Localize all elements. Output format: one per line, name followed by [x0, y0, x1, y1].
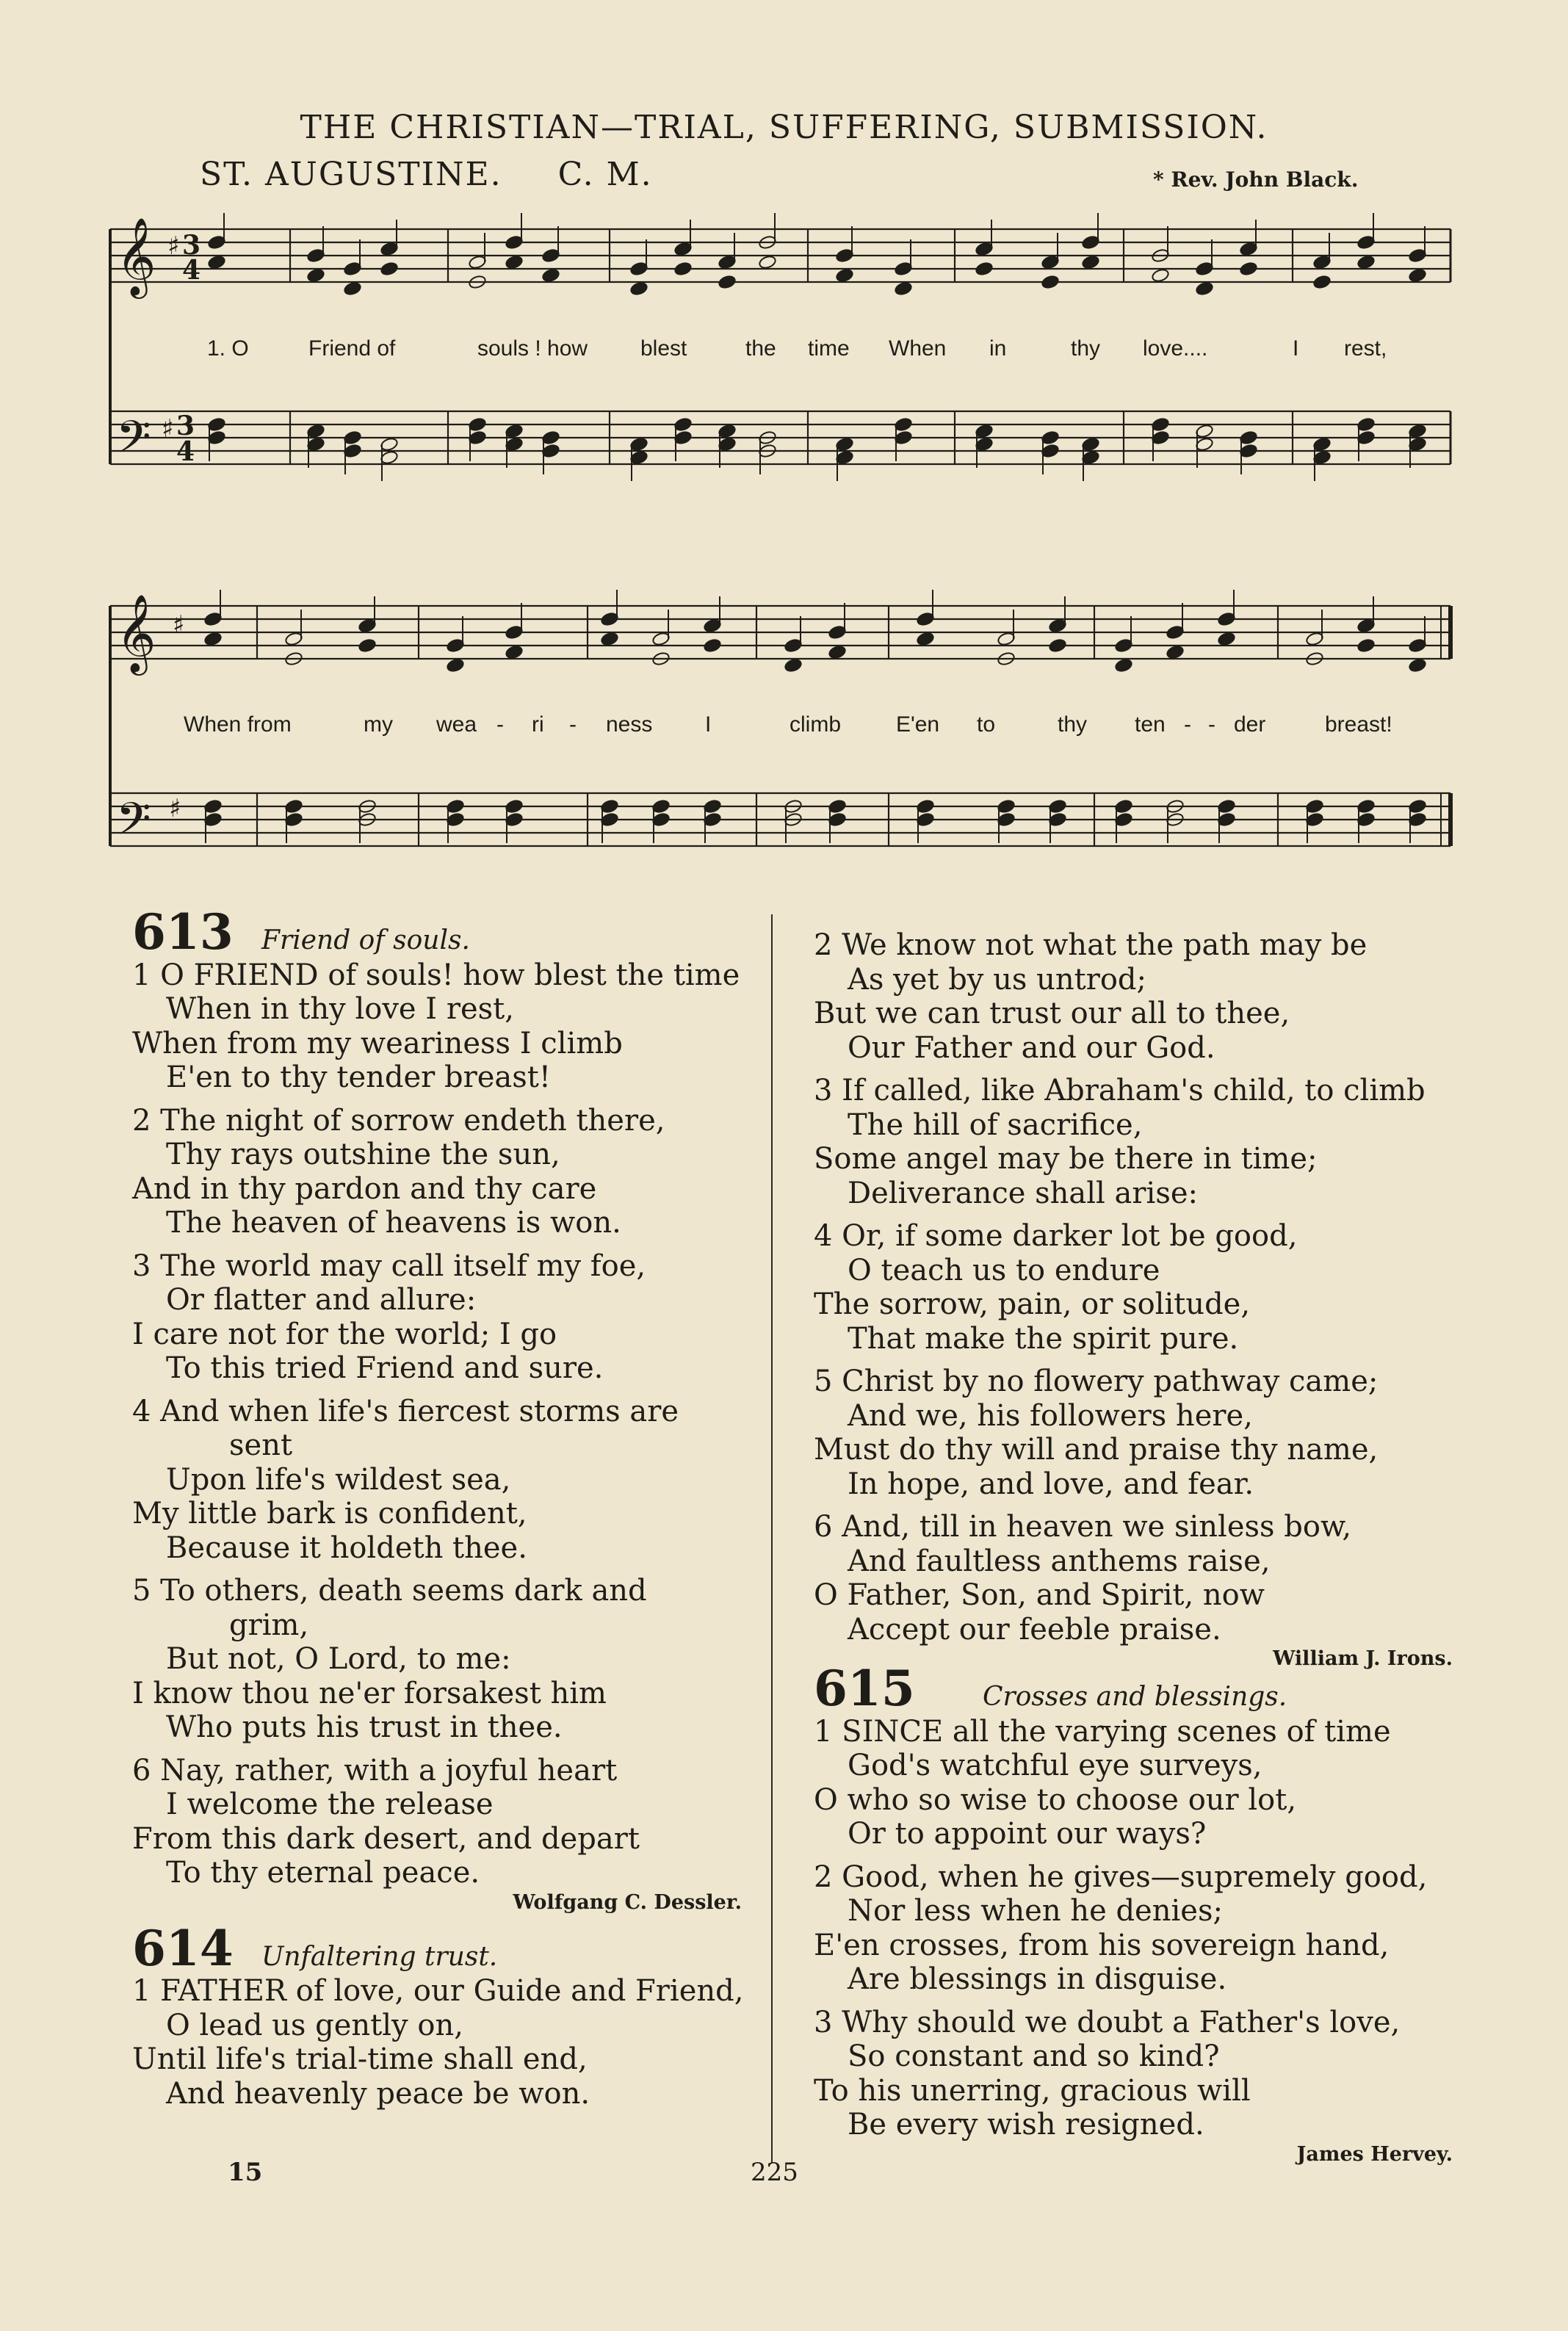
- hymn-615-header: [814, 1660, 1475, 1717]
- lyric-syllable: I: [1293, 336, 1299, 361]
- lyric-syllable: my: [364, 712, 393, 737]
- verse-line: That make the spirit pure.: [848, 1321, 1239, 1356]
- stanza-gap: [132, 1240, 764, 1249]
- notehead: [703, 638, 721, 654]
- verse-line: So constant and so kind?: [848, 2039, 1220, 2073]
- notehead: [673, 417, 692, 433]
- notehead: [1195, 424, 1213, 439]
- composer-credit: * Rev. John Black.: [1153, 167, 1359, 192]
- verse-line: My little bark is confident,: [132, 1497, 527, 1530]
- stanza-gap: [132, 1095, 764, 1104]
- verse-line: 2 Good, when he gives—supremely good,: [814, 1860, 1428, 1894]
- notehead: [828, 625, 846, 640]
- svg-text:♯: ♯: [167, 231, 180, 261]
- hymn-613-text: [132, 958, 764, 1890]
- lyric-syllable: I: [705, 712, 712, 737]
- verse-line: God's watchful eye surveys,: [848, 1749, 1262, 1782]
- verse-line: Must do thy will and praise thy name,: [814, 1433, 1379, 1467]
- notehead: [1048, 799, 1066, 814]
- notehead: [703, 618, 721, 634]
- notehead: [1041, 430, 1059, 446]
- stanza-gap: [814, 1210, 1475, 1219]
- verse-line: Or flatter and allure:: [166, 1283, 477, 1317]
- stanza-gap: [814, 1851, 1475, 1860]
- notehead: [207, 255, 225, 270]
- right-column: [814, 928, 1475, 2167]
- notehead: [600, 799, 618, 814]
- verse-line: O lead us gently on,: [166, 2008, 463, 2042]
- tune-meter: C. M.: [557, 156, 653, 193]
- notehead: [1356, 255, 1375, 270]
- lyric-syllable: 1. O: [207, 336, 249, 361]
- notehead: [505, 255, 523, 270]
- notehead: [207, 417, 225, 433]
- verse-line: But not, O Lord, to me:: [166, 1642, 511, 1676]
- lyric-syllable: -: [569, 712, 577, 737]
- notehead: [1081, 437, 1099, 452]
- notehead: [1217, 799, 1235, 814]
- hymn-number: 615: [814, 1660, 915, 1717]
- notehead: [207, 430, 225, 446]
- left-column: [132, 903, 764, 2111]
- notehead: [1081, 255, 1099, 270]
- lyric-syllable: ri: [532, 712, 544, 737]
- lyric-syllable: love....: [1143, 336, 1208, 361]
- verse-line: O teach us to endure: [848, 1253, 1160, 1287]
- hymn-613-header: [132, 903, 764, 961]
- notehead: [718, 275, 736, 290]
- notehead: [203, 612, 222, 627]
- lyric-syllable: thy: [1071, 336, 1101, 361]
- notehead: [1195, 437, 1213, 452]
- notehead: [1305, 812, 1323, 828]
- lyric-syllable: -: [1184, 712, 1191, 737]
- stanza-gap: [814, 1997, 1475, 2006]
- notehead: [343, 444, 361, 459]
- notehead: [1356, 638, 1375, 654]
- verse-line: And in thy pardon and thy care: [132, 1171, 597, 1206]
- verse-line: Some angel may be there in time;: [814, 1142, 1318, 1176]
- verse-line: I know thou ne'er forsakest him: [132, 1676, 607, 1710]
- verse-line: 3 The world may call itself my foe,: [132, 1248, 646, 1283]
- notehead: [1239, 430, 1257, 446]
- notehead: [600, 812, 618, 828]
- notehead: [505, 799, 523, 814]
- notehead: [284, 632, 303, 647]
- notehead: [446, 658, 464, 673]
- notehead: [541, 430, 560, 446]
- lyric-syllable: to: [977, 712, 996, 737]
- lyric-syllable: -: [496, 712, 504, 737]
- verse-line: Until life's trial-time shall end,: [132, 2042, 588, 2076]
- notehead: [1312, 450, 1331, 466]
- lyric-syllable: When from: [184, 712, 292, 737]
- notehead: [343, 430, 361, 446]
- notehead: [1151, 430, 1169, 446]
- notehead: [784, 638, 802, 654]
- notehead: [975, 261, 993, 277]
- hymn-614-header: [132, 1919, 764, 1977]
- notehead: [505, 437, 523, 452]
- notehead: [380, 261, 398, 277]
- hymn-614-text-start: [132, 1974, 764, 2111]
- svg-text:3: 3: [176, 411, 195, 441]
- svg-text:𝄢: 𝄢: [116, 793, 151, 856]
- music-score: [103, 184, 1462, 911]
- notehead: [975, 242, 993, 257]
- svg-text:4: 4: [176, 436, 195, 467]
- notehead: [1239, 261, 1257, 277]
- notehead: [975, 424, 993, 439]
- lyric-syllable: -: [1208, 712, 1215, 737]
- verse-line: As yet by us untrod;: [848, 962, 1146, 997]
- notehead: [916, 632, 934, 647]
- notehead: [916, 812, 934, 828]
- notehead: [1356, 799, 1375, 814]
- lyric-syllable: the: [745, 336, 776, 361]
- svg-text:𝄞: 𝄞: [116, 593, 156, 672]
- notehead: [1114, 799, 1132, 814]
- verse-line: To his unerring, gracious will: [814, 2073, 1251, 2108]
- notehead: [1195, 261, 1213, 277]
- notehead: [673, 242, 692, 257]
- verse-line: Deliverance shall arise:: [848, 1176, 1198, 1210]
- svg-text:♯: ♯: [169, 794, 181, 823]
- notehead: [1305, 799, 1323, 814]
- notehead: [916, 799, 934, 814]
- hymn-title: Friend of souls.: [261, 925, 470, 955]
- notehead: [1239, 444, 1257, 459]
- notehead: [1217, 632, 1235, 647]
- notehead: [997, 812, 1015, 828]
- notehead: [894, 261, 912, 277]
- notehead: [975, 437, 993, 452]
- notehead: [651, 799, 670, 814]
- bass-clef-icon: 𝄢: [116, 411, 151, 474]
- notehead: [1312, 255, 1331, 270]
- svg-text:4: 4: [182, 255, 201, 286]
- notehead: [835, 248, 853, 264]
- notehead: [468, 430, 486, 446]
- notehead: [446, 812, 464, 828]
- signature-mark: 15: [228, 2158, 263, 2187]
- tune-name: ST. AUGUSTINE.: [200, 156, 502, 193]
- notehead: [1041, 275, 1059, 290]
- page-number: 225: [751, 2158, 798, 2187]
- lyric-syllable: blest: [640, 336, 687, 361]
- notehead: [758, 255, 776, 270]
- notehead: [1151, 417, 1169, 433]
- notehead: [1081, 235, 1099, 250]
- notehead: [446, 638, 464, 654]
- verse-line: Are blessings in disguise.: [848, 1962, 1227, 1996]
- verse-line: But we can trust our all to thee,: [814, 997, 1290, 1030]
- notehead: [651, 812, 670, 828]
- verse-line: Or to appoint our ways?: [848, 1817, 1207, 1851]
- notehead: [1166, 645, 1184, 660]
- notehead: [306, 437, 325, 452]
- verse-line: O who so wise to choose our lot,: [814, 1782, 1297, 1817]
- notehead: [306, 424, 325, 439]
- notehead: [894, 430, 912, 446]
- verse-line: When in thy love I rest,: [166, 992, 514, 1026]
- notehead: [203, 799, 222, 814]
- lyric-syllable: souls ! how: [477, 336, 588, 361]
- verse-line: E'en to thy tender breast!: [166, 1060, 551, 1094]
- lyric-syllable: climb: [790, 712, 842, 737]
- lyric-syllable: wea: [436, 712, 477, 737]
- verse-line: Accept our feeble praise.: [848, 1612, 1221, 1647]
- notehead: [629, 261, 648, 277]
- notehead: [997, 799, 1015, 814]
- notehead: [629, 437, 648, 452]
- notehead: [894, 281, 912, 297]
- lyric-syllable: Friend of: [308, 336, 396, 361]
- lyric-syllable: time: [808, 336, 850, 361]
- notehead: [1356, 618, 1375, 634]
- notehead: [1408, 812, 1426, 828]
- notehead: [1217, 612, 1235, 627]
- notehead: [1048, 618, 1066, 634]
- notehead: [1312, 275, 1331, 290]
- verse-line: 3 If called, like Abraham's child, to climb: [814, 1074, 1426, 1107]
- lyric-syllable: thy: [1058, 712, 1088, 737]
- notehead: [1408, 658, 1426, 673]
- notehead: [1081, 450, 1099, 466]
- notehead: [1114, 638, 1132, 654]
- verse-line: And we, his followers here,: [848, 1398, 1253, 1433]
- notehead: [380, 450, 398, 466]
- verse-line: Our Father and our God.: [848, 1030, 1215, 1065]
- notehead: [784, 658, 802, 673]
- notehead: [1356, 417, 1375, 433]
- notehead: [673, 261, 692, 277]
- svg-text:♯: ♯: [162, 414, 174, 444]
- notehead: [380, 242, 398, 257]
- verse-line: The hill of sacrifice,: [848, 1107, 1143, 1142]
- verse-line: I welcome the release: [166, 1788, 494, 1821]
- stanza-gap: [814, 1356, 1475, 1365]
- notehead: [1048, 638, 1066, 654]
- notehead: [358, 618, 376, 634]
- notehead: [380, 437, 398, 452]
- lyric-syllable: E'en: [896, 712, 940, 737]
- verse-line: 4 Or, if some darker lot be good,: [814, 1219, 1298, 1253]
- notehead: [1151, 268, 1169, 283]
- notehead: [343, 261, 361, 277]
- notehead: [1041, 444, 1059, 459]
- notehead: [828, 812, 846, 828]
- verse-line: 1 O FRIEND of souls! how blest the time: [132, 958, 740, 992]
- verse-line: And faultless anthems raise,: [848, 1544, 1271, 1578]
- notehead: [835, 450, 853, 466]
- hymn-author: Wolfgang C. Dessler.: [513, 1890, 742, 1914]
- column-divider: [771, 914, 773, 2163]
- verse-line: Who puts his trust in thee.: [166, 1710, 563, 1744]
- notehead: [629, 450, 648, 466]
- notehead: [1305, 632, 1323, 647]
- notehead: [916, 612, 934, 627]
- notehead: [1356, 430, 1375, 446]
- notehead: [505, 645, 523, 660]
- notehead: [541, 248, 560, 264]
- notehead: [1408, 437, 1426, 452]
- treble-clef-icon: 𝄞: [116, 217, 156, 295]
- hymn-number: 613: [132, 903, 234, 961]
- lyric-syllable: When: [889, 336, 947, 361]
- notehead: [1408, 799, 1426, 814]
- notehead: [1356, 812, 1375, 828]
- notehead: [1048, 812, 1066, 828]
- verse-line: Because it holdeth thee.: [166, 1530, 527, 1565]
- notehead: [1195, 281, 1213, 297]
- notehead: [703, 799, 721, 814]
- verse-line: Thy rays outshine the sun,: [166, 1138, 560, 1171]
- verse-line: 5 Christ by no flowery pathway came;: [814, 1365, 1379, 1398]
- notehead: [703, 812, 721, 828]
- hymn-number: 614: [132, 1919, 234, 1977]
- notehead: [828, 645, 846, 660]
- notehead: [1312, 437, 1331, 452]
- stanza-gap: [132, 1745, 764, 1754]
- verse-line: 3 Why should we doubt a Father's love,: [814, 2005, 1401, 2039]
- verse-line: sent: [229, 1428, 293, 1462]
- notehead: [1114, 658, 1132, 673]
- lyric-syllable: rest,: [1344, 336, 1387, 361]
- notehead: [718, 437, 736, 452]
- notehead: [997, 632, 1015, 647]
- verse-line: The heaven of heavens is won.: [166, 1206, 621, 1240]
- treble-staff-2: [110, 606, 1450, 659]
- verse-line: 1 FATHER of love, our Guide and Friend,: [132, 1974, 744, 2008]
- verse-line: 4 And when life's fiercest storms are: [132, 1394, 679, 1428]
- notehead: [203, 632, 222, 647]
- verse-line: Upon life's wildest sea,: [166, 1462, 511, 1497]
- notehead: [468, 417, 486, 433]
- notehead: [1408, 268, 1426, 283]
- verse-line: Nor less when he denies;: [848, 1894, 1223, 1928]
- stanza-gap: [132, 1386, 764, 1395]
- notehead: [600, 612, 618, 627]
- verse-line: To this tried Friend and sure.: [166, 1351, 604, 1385]
- notehead: [343, 281, 361, 297]
- verse-line: E'en crosses, from his sovereign hand,: [814, 1928, 1390, 1962]
- verse-line: The sorrow, pain, or solitude,: [814, 1287, 1251, 1321]
- notehead: [1356, 235, 1375, 250]
- notehead: [1217, 812, 1235, 828]
- verse-line: And heavenly peace be won.: [166, 2076, 590, 2111]
- verse-line: 2 The night of sorrow endeth there,: [132, 1103, 665, 1138]
- notehead: [203, 812, 222, 828]
- notehead: [1408, 424, 1426, 439]
- notehead: [1041, 255, 1059, 270]
- verse-line: Be every wish resigned.: [848, 2108, 1204, 2142]
- notehead: [284, 812, 303, 828]
- notehead: [505, 812, 523, 828]
- hymn-title: Unfaltering trust.: [261, 1941, 498, 1972]
- notehead: [505, 235, 523, 250]
- notehead: [446, 799, 464, 814]
- verse-line: 6 Nay, rather, with a joyful heart: [132, 1753, 618, 1788]
- notehead: [894, 417, 912, 433]
- notehead: [306, 268, 325, 283]
- lyric-syllable: breast!: [1325, 712, 1392, 737]
- notehead: [673, 430, 692, 446]
- lyric-syllable: in: [989, 336, 1007, 361]
- verse-line: O Father, Son, and Spirit, now: [814, 1578, 1265, 1612]
- verse-line: grim,: [229, 1608, 309, 1642]
- stanza-gap: [814, 1065, 1475, 1074]
- notehead: [541, 444, 560, 459]
- notehead: [505, 625, 523, 640]
- notehead: [207, 235, 225, 250]
- section-heading: THE CHRISTIAN—TRIAL, SUFFERING, SUBMISSION.: [300, 109, 1268, 146]
- notehead: [505, 424, 523, 439]
- notehead: [835, 268, 853, 283]
- notehead: [1114, 812, 1132, 828]
- verse-line: In hope, and love, and fear.: [848, 1467, 1254, 1501]
- notehead: [541, 268, 560, 283]
- notehead: [718, 424, 736, 439]
- notehead: [651, 632, 670, 647]
- hymn-author: James Hervey.: [1296, 2142, 1453, 2166]
- verse-line: I care not for the world; I go: [132, 1317, 557, 1351]
- stanza-gap: [132, 1565, 764, 1574]
- notehead: [358, 638, 376, 654]
- notehead: [828, 799, 846, 814]
- verse-line: 5 To others, death seems dark and: [132, 1574, 647, 1608]
- verse-line: 1 SINCE all the varying scenes of time: [814, 1714, 1391, 1749]
- hymn-title: Crosses and blessings.: [983, 1682, 1287, 1712]
- stanza-gap: [814, 1501, 1475, 1510]
- lyric-syllable: der: [1234, 712, 1266, 737]
- hymn-615-text: [814, 1715, 1475, 2142]
- notehead: [718, 255, 736, 270]
- verse-line: When from my weariness I climb: [132, 1026, 623, 1060]
- hymn-author: William J. Irons.: [1273, 1647, 1453, 1670]
- notehead: [1408, 248, 1426, 264]
- verse-line: 2 We know not what the path may be: [814, 928, 1368, 962]
- notehead: [1166, 625, 1184, 640]
- svg-text:♯: ♯: [173, 610, 185, 640]
- lyric-syllable: ness: [606, 712, 653, 737]
- notehead: [1239, 242, 1257, 257]
- notehead: [835, 437, 853, 452]
- notehead: [468, 255, 486, 270]
- hymn-614-text-continued: [814, 928, 1475, 1647]
- svg-text:3: 3: [182, 230, 201, 261]
- bass-staff-2: [110, 793, 1450, 846]
- notehead: [1408, 638, 1426, 654]
- verse-line: From this dark desert, and depart: [132, 1821, 640, 1856]
- notehead: [306, 248, 325, 264]
- verse-line: 6 And, till in heaven we sinless bow,: [814, 1510, 1352, 1544]
- notehead: [284, 799, 303, 814]
- verse-line: To thy eternal peace.: [166, 1856, 480, 1890]
- notehead: [600, 632, 618, 647]
- lyric-syllable: ten: [1135, 712, 1166, 737]
- notehead: [629, 281, 648, 297]
